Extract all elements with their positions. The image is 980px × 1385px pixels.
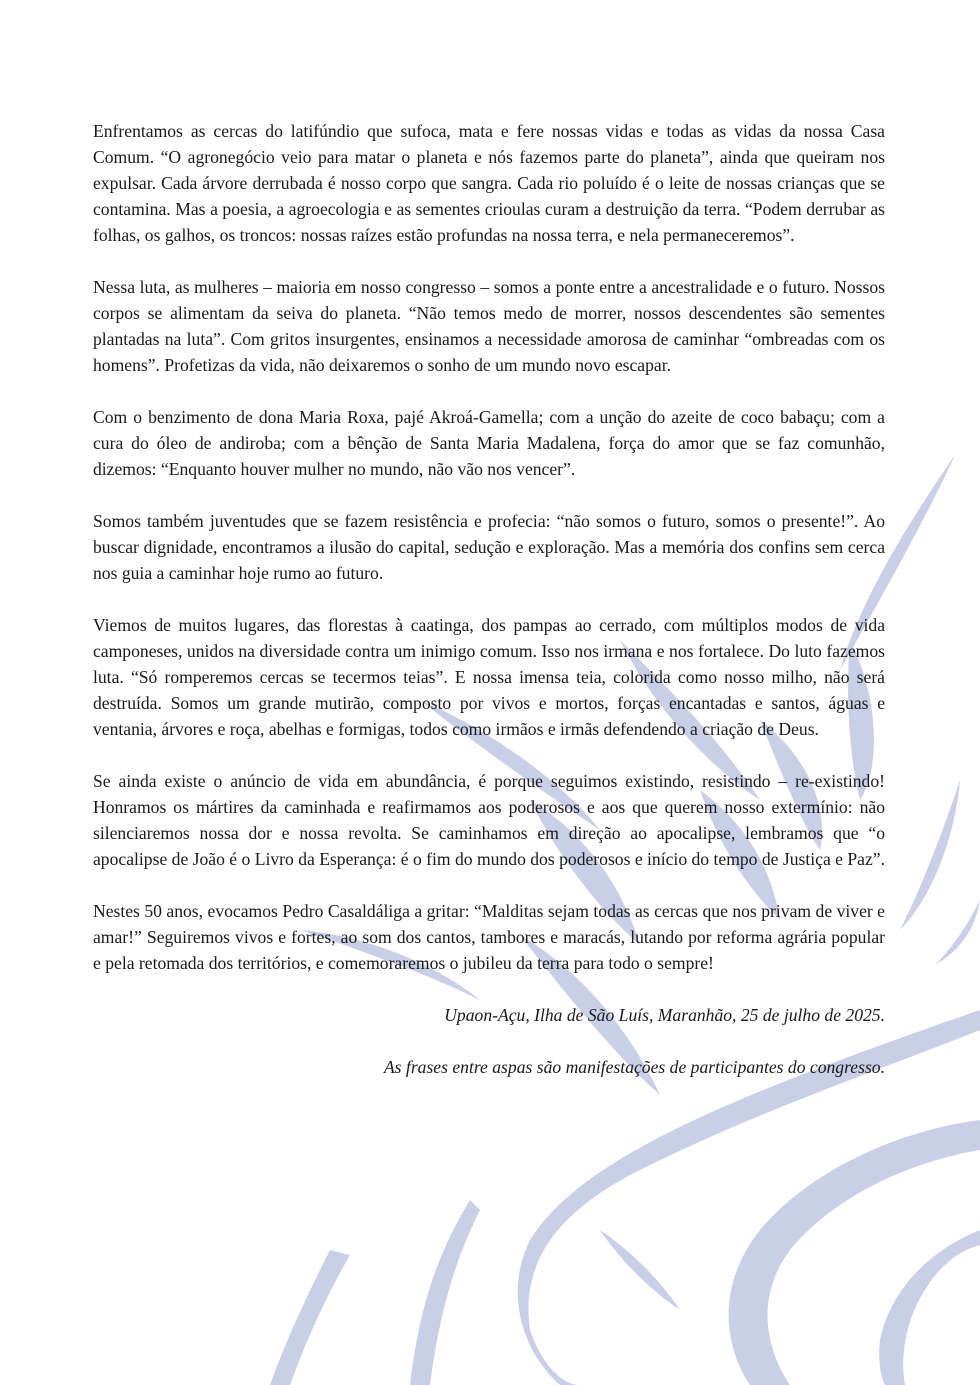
paragraph-3: Com o benzimento de dona Maria Roxa, pajé Akroá-Gamella; com a unção do azeite de coco babaçu; com a cura do óleo de andiroba; com a bênção de Santa Maria Madalena, força do amor que se faz comunhão, dizemos: “Enquanto houver mulher no mundo, não vão nos vencer”. (93, 407, 885, 479)
paragraph-6: Se ainda existe o anúncio de vida em abundância, é porque seguimos existindo, resistindo – re-existindo! Honramos os mártires da caminhada e reafirmamos aos poderosos e aos que querem nosso extermínio: não silenciaremos nossa dor e nossa revolta. Se caminhamos em direção ao apocalipse, lembramos que “o apocalipse de João é o Livro da Esperança: é o fim do mundo dos poderosos e início do tempo de Justiça e Paz”. (93, 771, 885, 869)
place-date: Upaon-Açu, Ilha de São Luís, Maranhão, 25 de julho de 2025. (444, 1005, 885, 1025)
paragraph-2: Nessa luta, as mulheres – maioria em nosso congresso – somos a ponte entre a ancestralidade e o futuro. Nossos corpos se alimentam da seiva do planeta. “Não temos medo de morrer, nossos descendentes são sementes plantadas na luta”. Com gritos insurgentes, ensinamos a necessidade amorosa de caminhar “ombreadas com os homens”. Profetizas da vida, não deixaremos o sonho de um mundo novo escapar. (93, 277, 885, 375)
footnote: As frases entre aspas são manifestações de participantes do congresso. (383, 1057, 885, 1077)
paragraph-4: Somos também juventudes que se fazem resistência e profecia: “não somos o futuro, somos o presente!”. Ao buscar dignidade, encontramos a ilusão do capital, sedução e exploração. Mas a memória dos confins sem cerca nos guia a caminhar hoje rumo ao futuro. (93, 511, 885, 583)
document-body (93, 118, 885, 1106)
paragraph-5: Viemos de muitos lugares, das florestas à caatinga, dos pampas ao cerrado, com múltiplos modos de vida camponeses, unidos na diversidade contra um inimigo comum. Isso nos irmana e nos fortalece. Do luto fazemos luta. “Só romperemos cercas se tecermos teias”. E nossa imensa teia, colorida como nosso milho, não será destruída. Somos um grande mutirão, composto por vivos e mortos, forças encantadas e santos, águas e ventania, árvores e roça, abelhas e formigas, todos como irmãos e irmãs defendendo a criação de Deus. (93, 615, 885, 739)
paragraph-7: Nestes 50 anos, evocamos Pedro Casaldáliga a gritar: “Malditas sejam todas as cercas que nos privam de viver e amar!” Seguiremos vivos e fortes, ao som dos cantos, tambores e maracás, lutando por reforma agrária popular e pela retomada dos territórios, e comemoraremos o jubileu da terra para todo o sempre! (93, 901, 885, 973)
paragraph-1: Enfrentamos as cercas do latifúndio que sufoca, mata e fere nossas vidas e todas as vidas da nossa Casa Comum. “O agronegócio veio para matar o planeta e nós fazemos parte do planeta”, ainda que queiram nos expulsar. Cada árvore derrubada é nosso corpo que sangra. Cada rio poluído é o leite de nossas crianças que se contamina. Mas a poesia, a agroecologia e as sementes crioulas curam a destruição da terra. “Podem derrubar as folhas, os galhos, os troncos: nossas raízes estão profundas na nossa terra, e nela permaneceremos”. (93, 121, 885, 245)
